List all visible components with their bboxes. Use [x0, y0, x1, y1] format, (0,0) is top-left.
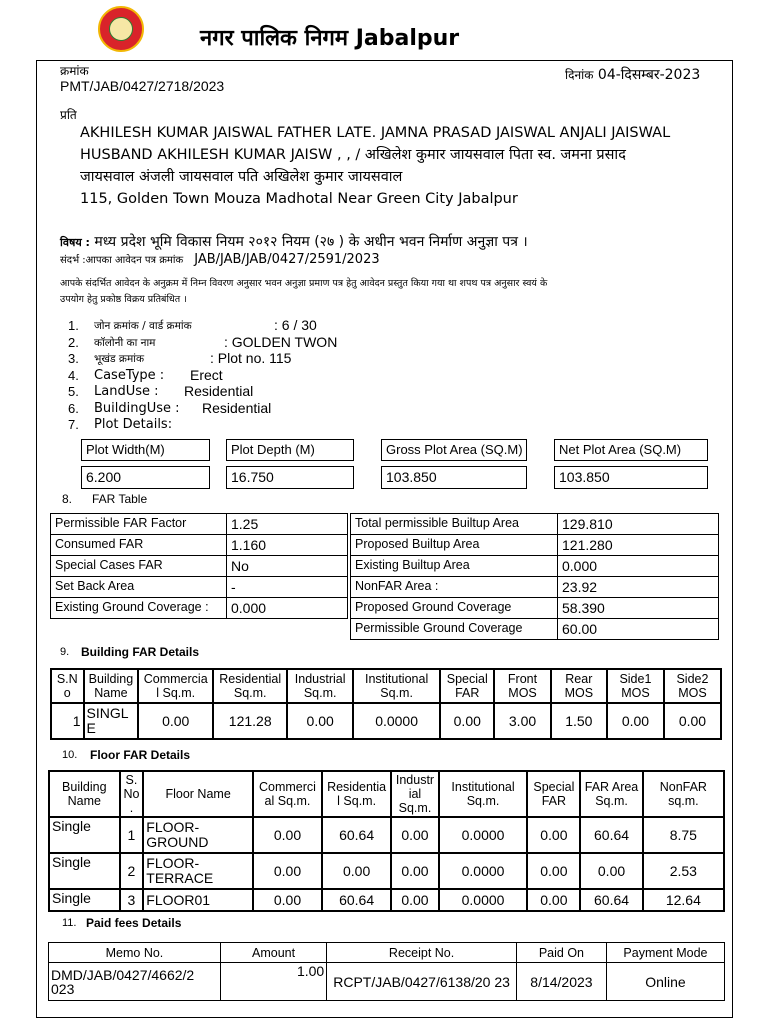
detail-label: LandUse :: [94, 384, 159, 399]
detail-num: 7.: [68, 417, 79, 432]
floor-far-cell: 0.0000: [439, 889, 528, 911]
floor-far-header-cell: Floor Name: [143, 771, 253, 817]
floor-far-header-cell: Residentia l Sq.m.: [322, 771, 391, 817]
building-far-cell: 0.00: [607, 703, 664, 739]
floor-far-cell: Single: [49, 817, 120, 853]
far-right-label: Permissible Ground Coverage: [350, 618, 558, 640]
municipal-emblem-logo: [98, 6, 144, 52]
far-right-value: 58.390: [557, 597, 719, 619]
floor-far-cell: 0.00: [253, 853, 322, 889]
gross-plot-area-value: 103.850: [381, 466, 527, 489]
subject-text: मध्य प्रदेश भूमि विकास नियम २०१२ नियम (२७ ) के अधीन भवन निर्माण अनुज्ञा पत्र ।: [94, 234, 528, 250]
far-left-value: 1.160: [226, 534, 348, 556]
far-right-label: Proposed Ground Coverage: [350, 597, 558, 619]
building-far-cell: 1: [51, 703, 84, 739]
far-right-value: 0.000: [557, 555, 719, 577]
detail-row: [68, 335, 568, 352]
detail-row: [68, 384, 568, 401]
far-left-value: No: [226, 555, 348, 577]
building-far-cell: 0.00: [287, 703, 353, 739]
floor-far-cell: 0.00: [527, 889, 580, 911]
date-label: दिनांक: [565, 68, 594, 82]
addressee-line-3: जायसवाल अंजली जायसवाल पति अखिलेश कुमार जायसवाल: [80, 169, 403, 185]
floor-far-cell: 2: [120, 853, 144, 889]
plot-depth-value: 16.750: [226, 466, 354, 489]
detail-num: 1.: [68, 318, 79, 333]
floor-far-row: [49, 817, 724, 853]
detail-label: कॉलोनी का नाम: [94, 336, 156, 349]
paid-fees-row: [49, 963, 725, 1001]
paid-fees-cell: 1.00: [220, 963, 326, 1001]
emblem-center: [109, 17, 133, 41]
detail-label: CaseType :: [94, 367, 165, 383]
detail-row: [68, 351, 568, 368]
floor-far-cell: 0.00: [253, 817, 322, 853]
building-far-cell: SINGL E: [84, 703, 139, 739]
floor-far-cell: Single: [49, 853, 120, 889]
details-list: [68, 318, 568, 434]
reference-value: JAB/JAB/JAB/0427/2591/2023: [194, 252, 380, 267]
building-far-header-cell: Rear MOS: [551, 669, 607, 703]
floor-far-cell: 0.00: [322, 853, 391, 889]
floor-far-header-cell: S. No .: [120, 771, 144, 817]
detail-num: 5.: [68, 384, 79, 399]
detail-row: [68, 401, 568, 418]
addressee-line-4: 115, Golden Town Mouza Madhotal Near Green City Jabalpur: [80, 191, 518, 207]
paid-fees-header-cell: Receipt No.: [327, 943, 517, 963]
intro-paragraph: [60, 276, 720, 308]
paid-fees-cell: RCPT/JAB/0427/6138/20 23: [327, 963, 517, 1001]
far-left-label: Special Cases FAR: [50, 555, 227, 577]
far-right-label: Proposed Builtup Area: [350, 534, 558, 556]
far-left-label: Set Back Area: [50, 576, 227, 598]
floor-far-cell: 0.00: [527, 853, 580, 889]
floor-far-cell: 8.75: [643, 817, 724, 853]
date-line: [565, 65, 700, 84]
far-right-label: Existing Builtup Area: [350, 555, 558, 577]
floor-far-cell: 2.53: [643, 853, 724, 889]
building-far-header-cell: Front MOS: [494, 669, 550, 703]
floor-far-cell: 60.64: [322, 889, 391, 911]
to-label: प्रति: [60, 108, 77, 122]
intro-line-2: उपयोग हेतु प्रकोष्ठ विक्रय प्रतिबंधित ।: [60, 294, 187, 305]
floor-far-cell: 0.00: [253, 889, 322, 911]
floor-far-row: [49, 889, 724, 911]
floor-far-cell: 0.00: [391, 853, 438, 889]
floor-far-cell: 0.00: [391, 889, 438, 911]
far-right-value: 121.280: [557, 534, 719, 556]
far-table-num: 8.: [62, 492, 73, 506]
floor-far-header-cell: NonFAR sq.m.: [643, 771, 724, 817]
building-far-row: [51, 703, 721, 739]
detail-value: Erect: [190, 366, 223, 383]
building-far-cell: 0.00: [664, 703, 721, 739]
paid-fees-cell: Online: [606, 963, 724, 1001]
building-far-header-cell: Industrial Sq.m.: [287, 669, 353, 703]
fees-title: Paid fees Details: [86, 916, 182, 930]
floor-far-cell: 12.64: [643, 889, 724, 911]
floor-far-header-cell: Industr ial Sq.m.: [391, 771, 438, 817]
reference-label: संदर्भ :आपका आवेदन पत्र क्रमांक: [60, 255, 184, 266]
floor-far-cell: 0.0000: [439, 817, 528, 853]
page-title: नगर पालिक निगम Jabalpur: [200, 26, 460, 51]
floor-far-cell: 60.64: [322, 817, 391, 853]
building-far-cell: 3.00: [494, 703, 550, 739]
net-plot-area-value: 103.850: [554, 466, 708, 489]
building-far-cell: 1.50: [551, 703, 607, 739]
gross-plot-area-header: Gross Plot Area (SQ.M): [381, 439, 527, 461]
plot-depth-header: Plot Depth (M): [226, 439, 354, 461]
far-right-value: 129.810: [557, 513, 719, 535]
detail-label: BuildingUse :: [94, 400, 180, 416]
detail-value: Residential: [184, 383, 254, 399]
floor-far-cell: FLOOR- GROUND: [143, 817, 253, 853]
detail-value: : GOLDEN TWON: [224, 333, 338, 350]
paid-fees-header-cell: Amount: [220, 943, 326, 963]
detail-num: 3.: [68, 351, 79, 366]
floor-far-cell: 0.00: [391, 817, 438, 853]
floor-far-header-cell: Building Name: [49, 771, 120, 817]
paid-fees-cell: 8/14/2023: [516, 963, 606, 1001]
far-right-value: 23.92: [557, 576, 719, 598]
reference-line: [60, 248, 380, 267]
floor-far-cell: 0.00: [527, 817, 580, 853]
far-left-value: 1.25: [226, 513, 348, 535]
detail-value: Residential: [202, 399, 272, 416]
building-far-header-cell: Side2 MOS: [664, 669, 721, 703]
building-far-title: Building FAR Details: [81, 645, 200, 659]
paid-fees-header-cell: Payment Mode: [606, 943, 724, 963]
building-far-cell: 0.00: [138, 703, 213, 739]
paid-fees-header-cell: Paid On: [516, 943, 606, 963]
detail-row: [68, 417, 568, 434]
floor-far-cell: 0.0000: [439, 853, 528, 889]
paid-fees-header-row: [49, 943, 725, 963]
paid-fees-header-cell: Memo No.: [49, 943, 221, 963]
building-far-header-cell: Commercia l Sq.m.: [138, 669, 213, 703]
far-left-value: 0.000: [226, 597, 348, 619]
far-left-label: Permissible FAR Factor: [50, 513, 227, 535]
detail-value: : 6 / 30: [274, 317, 317, 333]
plot-width-header: Plot Width(M): [81, 439, 210, 461]
detail-label: भूखंड क्रमांक: [94, 353, 145, 365]
building-far-header-cell: Building Name: [84, 669, 139, 703]
floor-far-header-row: [49, 771, 724, 817]
floor-far-title: Floor FAR Details: [90, 748, 191, 762]
detail-label: Plot Details:: [94, 417, 173, 432]
floor-far-num: 10.: [62, 749, 78, 761]
plot-width-value: 6.200: [81, 466, 210, 489]
paid-fees-table: [48, 942, 725, 1001]
building-far-header-cell: Special FAR: [440, 669, 494, 703]
subject-label: विषय :: [60, 236, 90, 249]
floor-far-table: [48, 770, 725, 912]
floor-far-header-cell: Commerci al Sq.m.: [253, 771, 322, 817]
intro-line-1: आपके संदर्भित आवेदन के अनुक्रम में निम्न विवरण अनुसार भवन अनुज्ञा प्रमाण पत्र हेतु आवेदन प्रस्तुत किया गया था शपथ पत्र अनुसार स्वयं के: [60, 278, 548, 289]
far-right-value: 60.00: [557, 618, 719, 640]
addressee-block: [80, 122, 730, 210]
date-value: 04-दिसम्बर-2023: [597, 67, 701, 83]
building-far-header-cell: Institutional Sq.m.: [353, 669, 440, 703]
building-far-header-cell: Side1 MOS: [607, 669, 664, 703]
ref-number: PMT/JAB/0427/2718/2023: [60, 78, 225, 94]
building-far-cell: 0.0000: [353, 703, 440, 739]
far-left-value: -: [226, 576, 348, 598]
ref-label: क्रमांक: [60, 64, 89, 78]
floor-far-cell: Single: [49, 889, 120, 911]
building-far-num: 9.: [60, 646, 70, 658]
floor-far-row: [49, 853, 724, 889]
floor-far-cell: 3: [120, 889, 144, 911]
floor-far-cell: 60.64: [580, 817, 642, 853]
floor-far-header-cell: Institutional Sq.m.: [439, 771, 528, 817]
floor-far-cell: 60.64: [580, 889, 642, 911]
detail-num: 2.: [68, 334, 79, 350]
detail-label: जोन क्रमांक / वार्ड क्रमांक: [94, 320, 192, 332]
far-left-label: Consumed FAR: [50, 534, 227, 556]
far-left-label: Existing Ground Coverage :: [50, 597, 227, 619]
net-plot-area-header: Net Plot Area (SQ.M): [554, 439, 708, 461]
far-right-label: Total permissible Builtup Area: [350, 513, 558, 535]
building-far-cell: 0.00: [440, 703, 494, 739]
building-far-table: [50, 668, 722, 740]
fees-num: 11.: [62, 917, 77, 929]
far-right-label: NonFAR Area :: [350, 576, 558, 598]
floor-far-header-cell: Special FAR: [527, 771, 580, 817]
building-far-header-cell: Residential Sq.m.: [213, 669, 287, 703]
building-far-cell: 121.28: [213, 703, 287, 739]
detail-num: 6.: [68, 400, 79, 416]
far-table-title: FAR Table: [92, 492, 148, 506]
addressee-line-1: AKHILESH KUMAR JAISWAL FATHER LATE. JAMNA PRASAD JAISWAL ANJALI JAISWAL: [80, 125, 671, 141]
building-far-header-row: [51, 669, 721, 703]
floor-far-cell: FLOOR01: [143, 889, 253, 911]
detail-row: [68, 318, 568, 335]
floor-far-cell: 0.00: [580, 853, 642, 889]
floor-far-cell: 1: [120, 817, 144, 853]
paid-fees-cell: DMD/JAB/0427/4662/2 023: [49, 963, 221, 1001]
addressee-line-2: HUSBAND AKHILESH KUMAR JAISW , , / अखिलेश कुमार जायसवाल पिता स्व. जमना प्रसाद: [80, 147, 626, 163]
floor-far-header-cell: FAR Area Sq.m.: [580, 771, 642, 817]
building-far-header-cell: S.N o: [51, 669, 84, 703]
detail-row: [68, 368, 568, 385]
floor-far-cell: FLOOR- TERRACE: [143, 853, 253, 889]
detail-value: : Plot no. 115: [210, 350, 292, 366]
detail-num: 4.: [68, 367, 79, 383]
